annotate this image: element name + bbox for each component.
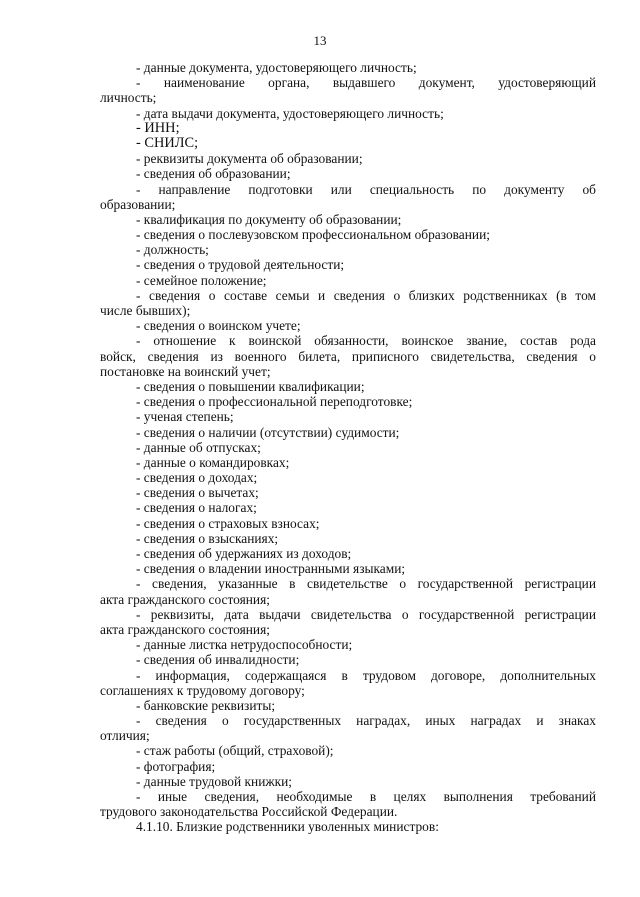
text-line: акта гражданского состояния; — [100, 591, 270, 607]
text-line: - данные документа, удостоверяющего личность; — [136, 60, 417, 75]
text-line: - сведения о наличии (отсутствии) судимости; — [136, 424, 400, 440]
text-line: акта гражданского состояния; — [100, 621, 270, 637]
text-line: - иные сведения, необходимые в целях выполнения требований — [136, 789, 596, 804]
text-line: - информация, содержащаяся в трудовом договоре, дополнительных — [136, 667, 596, 683]
text-line: - семейное положение; — [136, 272, 267, 288]
text-line: отличия; — [100, 728, 150, 744]
text-line: - должность; — [136, 242, 209, 258]
text-line: - данные трудовой книжки; — [136, 773, 292, 789]
text-line: - фотография; — [136, 758, 216, 774]
text-line: - сведения о владении иностранными языками; — [136, 561, 406, 577]
text-line: - сведения о страховых взносах; — [136, 515, 320, 531]
text-line: - сведения о профессиональной переподготовке; — [136, 394, 413, 410]
text-line: - СНИЛС; — [136, 135, 199, 151]
text-line: соглашениях к трудовому договору; — [100, 682, 305, 698]
text-line: - ИНН; — [136, 120, 180, 136]
text-line: - сведения о государственных наградах, иных наградах и знаках — [136, 713, 596, 729]
document-body — [100, 60, 596, 835]
text-line: - реквизиты документа об образовании; — [136, 151, 363, 167]
text-line: - сведения о вычетах; — [136, 485, 259, 501]
text-line: - реквизиты, дата выдачи свидетельства о государственной регистрации — [136, 606, 596, 622]
text-line: - сведения о трудовой деятельности; — [136, 257, 345, 273]
text-line: - сведения о доходах; — [136, 470, 258, 486]
text-line: - сведения о взысканиях; — [136, 530, 279, 546]
text-line: постановке на воинский учет; — [100, 363, 271, 379]
text-line: 4.1.10. Близкие родственники уволенных министров: — [136, 819, 439, 835]
text-line: - сведения о воинском учете; — [136, 318, 301, 334]
text-line: - сведения о налогах; — [136, 500, 257, 516]
text-line: - стаж работы (общий, страховой); — [136, 743, 334, 759]
text-line: - данные об отпусках; — [136, 439, 261, 455]
text-line: - сведения, указанные в свидетельстве о государственной регистрации — [136, 576, 596, 592]
text-line: - данные листка нетрудоспособности; — [136, 637, 353, 653]
text-line: - сведения о повышении квалификации; — [136, 378, 365, 394]
text-line: - сведения о послевузовском профессиональном образовании; — [136, 227, 490, 243]
text-line: войск, сведения из военного билета, приписного свидетельства, сведения о — [100, 348, 596, 364]
text-line: личность; — [100, 90, 157, 106]
text-line: - банковские реквизиты; — [136, 697, 276, 713]
text-line: - сведения об образовании; — [136, 166, 291, 182]
text-line: - квалификация по документу об образовании; — [136, 211, 402, 227]
text-line: - данные о командировках; — [136, 454, 290, 470]
text-line: - направление подготовки или специальность по документу об — [136, 181, 596, 197]
text-line: - ученая степень; — [136, 409, 234, 425]
text-line: - сведения об удержаниях из доходов; — [136, 546, 352, 561]
text-line: числе бывших); — [100, 303, 191, 318]
text-line: - дата выдачи документа, удостоверяющего личность; — [136, 105, 444, 121]
page-number: 13 — [313, 33, 327, 48]
text-line: - сведения об инвалидности; — [136, 652, 300, 668]
text-line: - отношение к воинской обязанности, воинское звание, состав рода — [136, 333, 596, 349]
text-line: - наименование органа, выдавшего документ, удостоверяющий — [136, 75, 596, 91]
text-line: образовании; — [100, 196, 176, 212]
text-line: - сведения о составе семьи и сведения о близких родственниках (в том — [136, 287, 596, 303]
text-line: трудового законодательства Российской Федерации. — [100, 804, 398, 820]
